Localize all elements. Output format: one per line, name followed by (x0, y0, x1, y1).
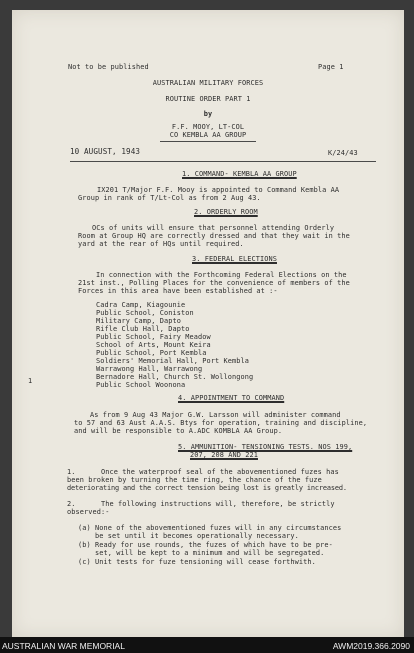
polling-place: Cadra Camp, Kiagounie (96, 301, 186, 309)
group-name: CO KEMBLA AA GROUP (169, 131, 247, 139)
instruction-c-line-1: (c) Unit tests for fuze tensioning will cease forthwith. (78, 558, 316, 566)
polling-place: Public School, Coniston (96, 309, 194, 317)
section-3-line-3: Forces in this area have been established at :- (78, 287, 278, 295)
footer-accession-number: AWM2019.366.2090 (332, 641, 410, 651)
page-number: Page 1 (318, 63, 344, 71)
section-4-line-2: to 57 and 63 Aust A.A.S. Btys for operation, training and discipline, (74, 419, 368, 427)
section-4-title: 4. APPOINTMENT TO COMMAND (178, 394, 285, 402)
section-5-para-2-line-1: 2. The following instructions will, therefore, be strictly (67, 500, 335, 508)
polling-place: Military Camp, Dapto (96, 317, 181, 325)
order-reference: K/24/43 (328, 149, 358, 157)
org-heading: AUSTRALIAN MILITARY FORCES (152, 79, 264, 87)
not-published-note: Not to be published (68, 63, 149, 71)
polling-place: School of Arts, Mount Keira (96, 341, 211, 349)
section-5-para-1-line-3: deteriorating and the correct tension being lost is greatly increased. (67, 484, 347, 492)
polling-place: Public School Woonona (96, 381, 186, 389)
polling-place: Bernadore Hall, Church St. Wollongong (96, 373, 254, 381)
order-title: ROUTINE ORDER PART 1 (165, 95, 251, 103)
section-5-title-line-2: 207, 208 AND 221 (190, 451, 258, 459)
polling-place: Soldiers' Memorial Hall, Port Kembla (96, 357, 249, 365)
margin-mark: 1 (28, 377, 33, 385)
section-3-title: 3. FEDERAL ELECTIONS (192, 255, 277, 263)
document-page (12, 10, 404, 637)
section-5-para-1-line-2: been broken by turning the time ring, the chance of the fuze (67, 476, 322, 484)
section-1-line-1: IX201 T/Major F.F. Mooy is appointed to Command Kembla AA (97, 186, 340, 194)
by-line: by (203, 110, 213, 118)
section-1-line-2: Group in rank of T/Lt-Col as from 2 Aug 43. (78, 194, 261, 202)
order-date: 10 AUGUST, 1943 (70, 147, 141, 156)
section-5-para-2-line-2: observed:- (67, 508, 110, 516)
section-5-para-1-line-1: 1. Once the waterproof seal of the abovementioned fuzes has (67, 468, 339, 476)
section-4-line-3: and will be responsible to A.ADC KOMBLA AA Group. (74, 427, 283, 435)
section-5-title-line-1: 5. AMMUNITION- TENSIONING TESTS. NOS 199, (178, 443, 353, 451)
polling-place: Public School, Port Kembla (96, 349, 207, 357)
footer-institution: AUSTRALIAN WAR MEMORIAL (2, 641, 125, 651)
polling-place: Warrawong Hall, Warrawong (96, 365, 203, 373)
section-3-line-1: In connection with the Forthcoming Federal Elections on the (96, 271, 347, 279)
section-2-line-1: OCs of units will ensure that personnel attending Orderly (92, 224, 335, 232)
section-2-line-2: Room at Group HQ are correctly dressed and that they wait in the (78, 232, 350, 240)
officer-name: F.F. MOOY, LT-COL (171, 123, 245, 131)
section-1-title: 1. COMMAND- KEMBLA AA GROUP (182, 170, 297, 178)
polling-place: Rifle Club Hall, Dapto (96, 325, 190, 333)
section-2-line-3: yard at the rear of HQs until required. (78, 240, 244, 248)
instruction-b-line-2: set, will be kept to a minimum and will be segregated. (78, 549, 325, 557)
header-rule (160, 141, 256, 142)
polling-place: Public School, Fairy Meadow (96, 333, 211, 341)
instruction-b-line-1: (b) Ready for use rounds, the fuzes of which have to be pre- (78, 541, 333, 549)
section-2-title: 2. ORDERLY ROOM (194, 208, 258, 216)
section-3-line-2: 21st inst., Polling Places for the convenience of members of the (78, 279, 350, 287)
instruction-a-line-1: (a) None of the abovementioned fuzes will in any circumstances (78, 524, 342, 532)
archive-footer (0, 637, 414, 653)
instruction-a-line-2: be set until it becomes operationally necessary. (78, 532, 299, 540)
section-4-line-1: As from 9 Aug 43 Major G.W. Larsson will administer command (90, 411, 341, 419)
date-rule (70, 161, 376, 162)
